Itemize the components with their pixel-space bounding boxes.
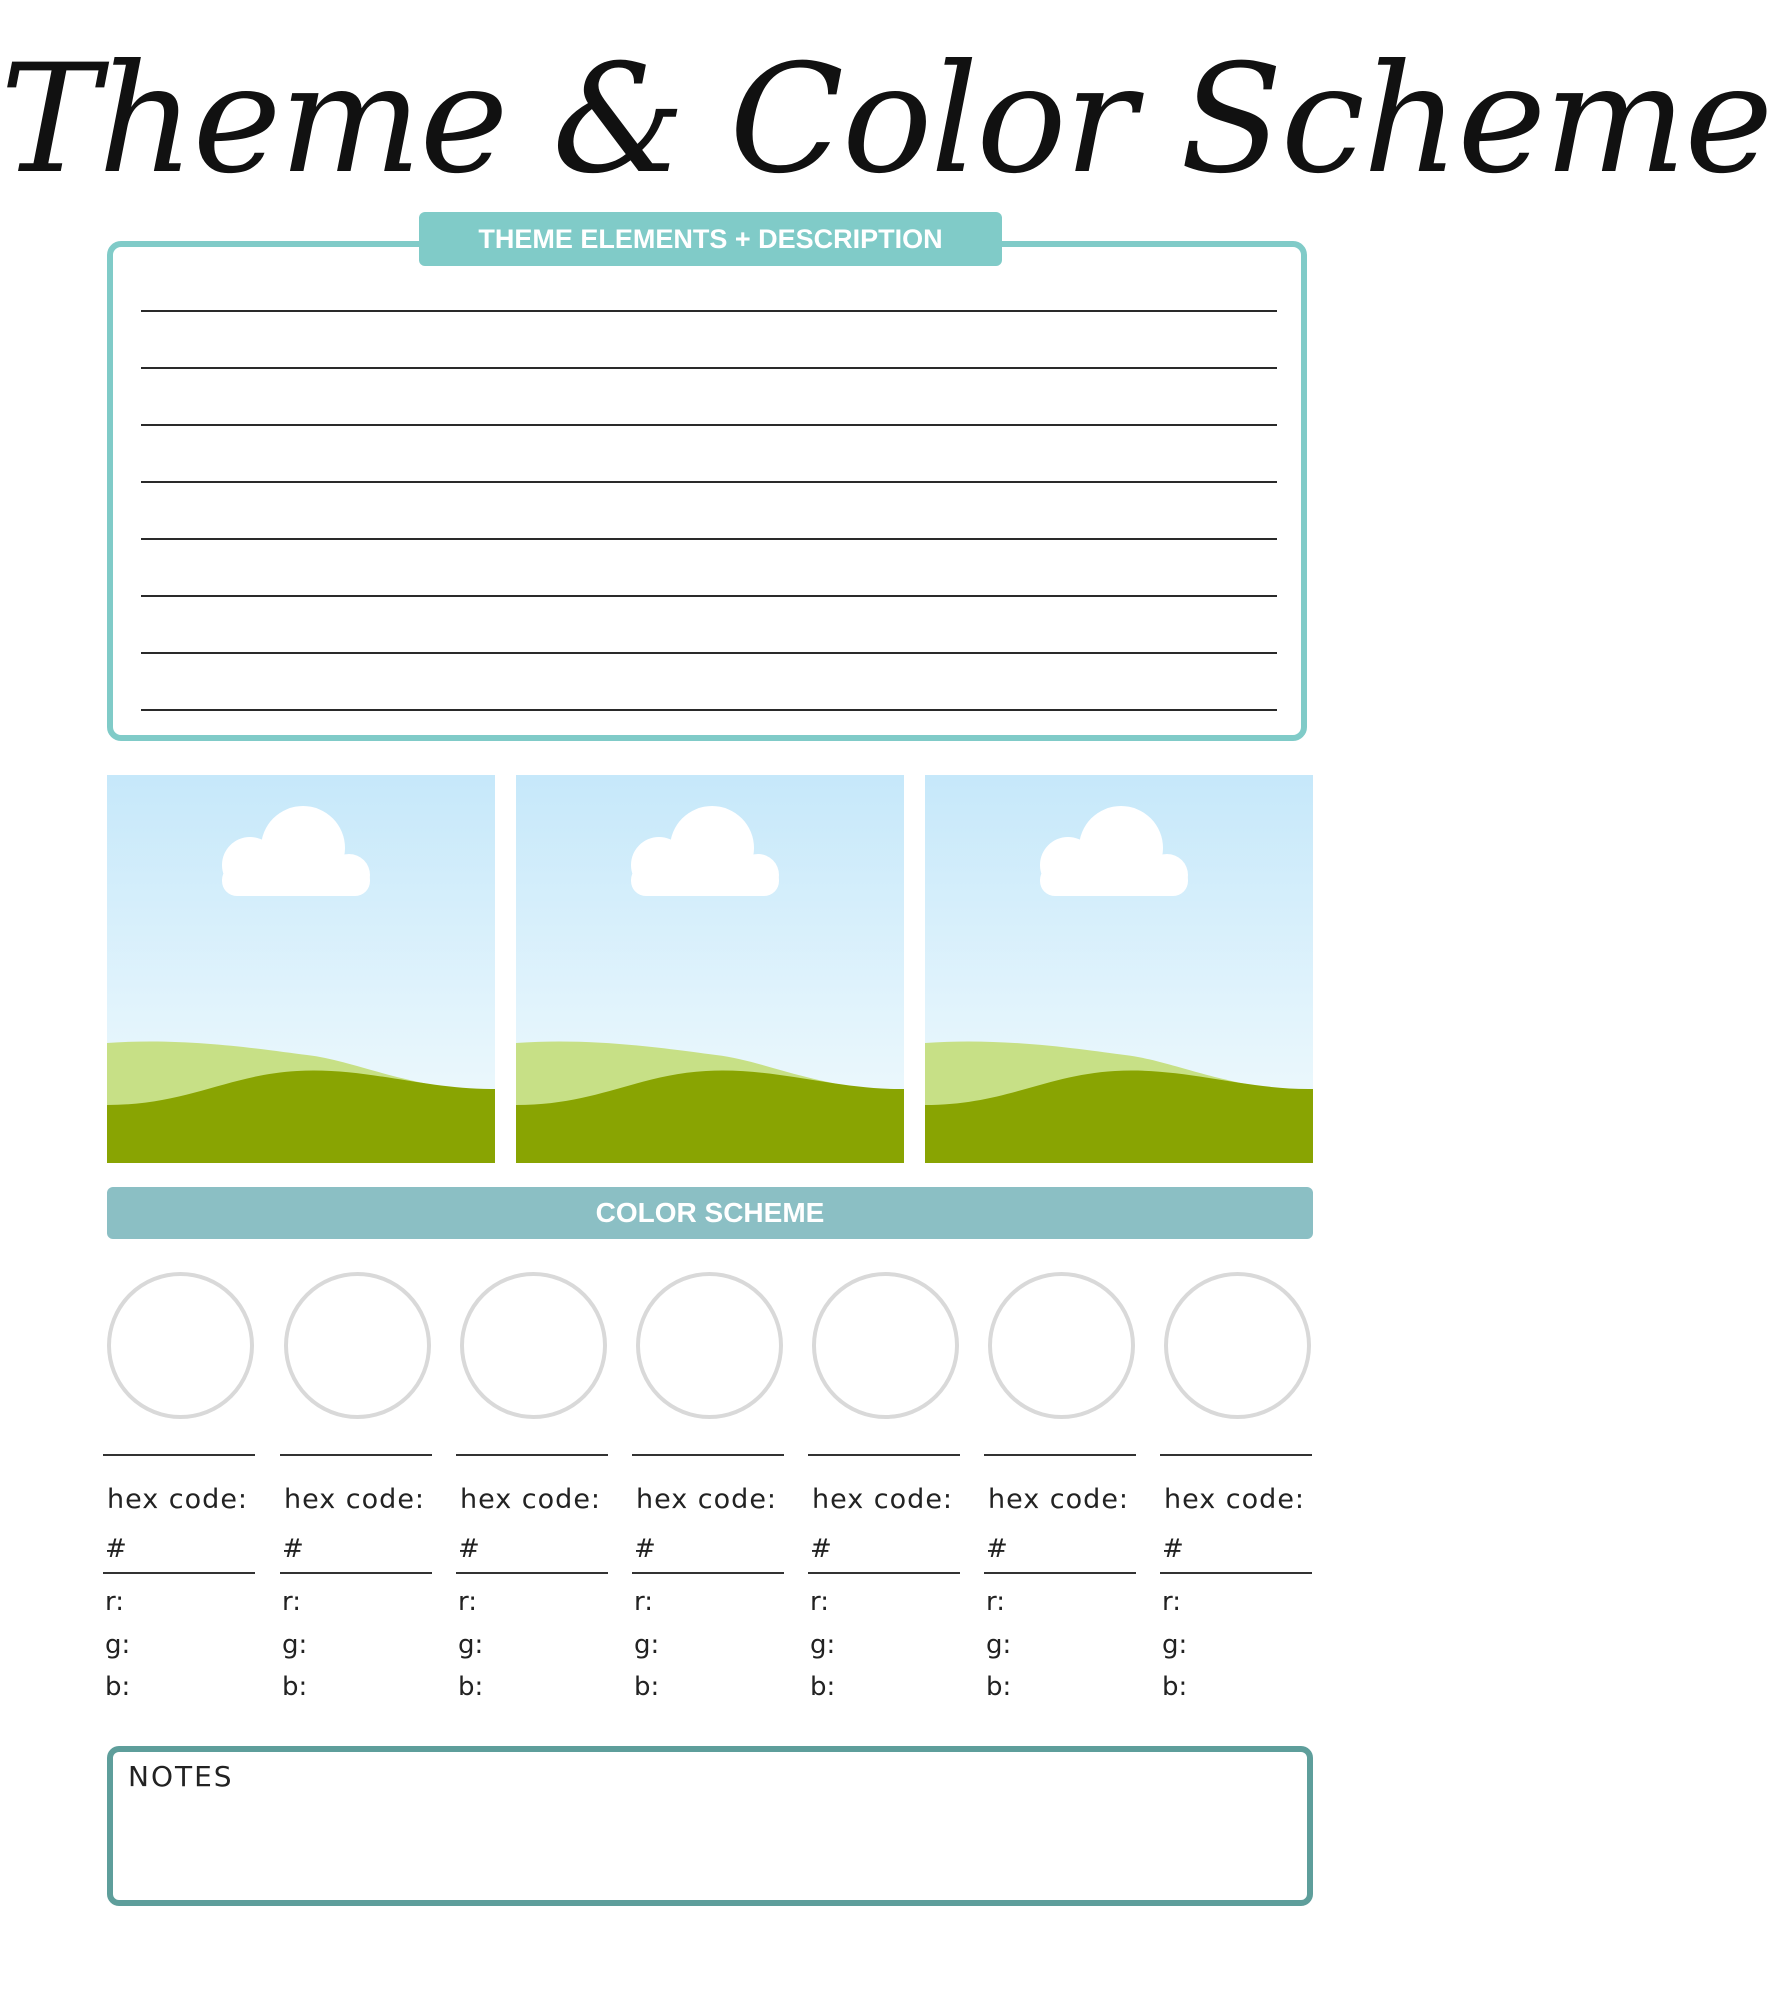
- swatch-name-line[interactable]: [456, 1454, 608, 1456]
- b-label: b:: [105, 1672, 131, 1702]
- hex-hash-symbol: #: [458, 1534, 480, 1564]
- image-placeholder-1[interactable]: [107, 775, 495, 1163]
- theme-section-label: THEME ELEMENTS + DESCRIPTION: [419, 212, 1002, 266]
- landscape-placeholder-icon: [516, 775, 904, 1163]
- page-title: Theme & Color Scheme: [0, 33, 1771, 207]
- r-label: r:: [458, 1587, 477, 1617]
- color-swatch-circle[interactable]: [460, 1272, 607, 1419]
- g-label: g:: [634, 1630, 660, 1660]
- hex-code-label: hex code:: [988, 1484, 1130, 1515]
- swatch-column-3: [460, 1272, 612, 1722]
- r-label: r:: [105, 1587, 124, 1617]
- color-scheme-label: COLOR SCHEME: [107, 1187, 1313, 1239]
- hex-hash-symbol: #: [810, 1534, 832, 1564]
- r-label: r:: [810, 1587, 829, 1617]
- g-label: g:: [282, 1630, 308, 1660]
- color-swatch-circle[interactable]: [988, 1272, 1135, 1419]
- image-placeholder-3[interactable]: [925, 775, 1313, 1163]
- r-label: r:: [282, 1587, 301, 1617]
- theme-description-box[interactable]: [107, 241, 1307, 741]
- r-label: r:: [1162, 1587, 1181, 1617]
- image-placeholder-2[interactable]: [516, 775, 904, 1163]
- writing-line[interactable]: [141, 709, 1277, 711]
- swatch-column-1: [107, 1272, 259, 1722]
- landscape-placeholder-icon: [925, 775, 1313, 1163]
- hex-code-label: hex code:: [460, 1484, 602, 1515]
- g-label: g:: [986, 1630, 1012, 1660]
- writing-line[interactable]: [141, 652, 1277, 654]
- color-swatch-circle[interactable]: [107, 1272, 254, 1419]
- hex-code-label: hex code:: [284, 1484, 426, 1515]
- hex-code-label: hex code:: [812, 1484, 954, 1515]
- writing-line[interactable]: [141, 481, 1277, 483]
- color-swatch-circle[interactable]: [812, 1272, 959, 1419]
- swatch-column-6: [988, 1272, 1140, 1722]
- hex-code-line[interactable]: [632, 1572, 784, 1574]
- swatch-name-line[interactable]: [632, 1454, 784, 1456]
- writing-line[interactable]: [141, 367, 1277, 369]
- swatch-column-5: [812, 1272, 964, 1722]
- writing-line[interactable]: [141, 595, 1277, 597]
- g-label: g:: [458, 1630, 484, 1660]
- g-label: g:: [1162, 1630, 1188, 1660]
- hex-code-label: hex code:: [107, 1484, 249, 1515]
- swatch-name-line[interactable]: [808, 1454, 960, 1456]
- b-label: b:: [282, 1672, 308, 1702]
- notes-box[interactable]: [107, 1746, 1313, 1906]
- b-label: b:: [1162, 1672, 1188, 1702]
- b-label: b:: [810, 1672, 836, 1702]
- swatch-column-4: [636, 1272, 788, 1722]
- writing-line[interactable]: [141, 310, 1277, 312]
- hex-hash-symbol: #: [105, 1534, 127, 1564]
- swatch-column-2: [284, 1272, 436, 1722]
- b-label: b:: [986, 1672, 1012, 1702]
- hex-code-line[interactable]: [103, 1572, 255, 1574]
- r-label: r:: [634, 1587, 653, 1617]
- swatch-name-line[interactable]: [103, 1454, 255, 1456]
- color-swatch-circle[interactable]: [636, 1272, 783, 1419]
- hex-code-line[interactable]: [1160, 1572, 1312, 1574]
- hex-hash-symbol: #: [282, 1534, 304, 1564]
- writing-line[interactable]: [141, 538, 1277, 540]
- writing-line[interactable]: [141, 424, 1277, 426]
- hex-code-line[interactable]: [456, 1572, 608, 1574]
- r-label: r:: [986, 1587, 1005, 1617]
- hex-code-line[interactable]: [280, 1572, 432, 1574]
- hex-code-label: hex code:: [1164, 1484, 1306, 1515]
- swatch-name-line[interactable]: [984, 1454, 1136, 1456]
- swatch-name-line[interactable]: [1160, 1454, 1312, 1456]
- swatch-column-7: [1164, 1272, 1316, 1722]
- color-swatch-circle[interactable]: [284, 1272, 431, 1419]
- b-label: b:: [458, 1672, 484, 1702]
- hex-hash-symbol: #: [986, 1534, 1008, 1564]
- hex-code-line[interactable]: [808, 1572, 960, 1574]
- swatch-name-line[interactable]: [280, 1454, 432, 1456]
- g-label: g:: [810, 1630, 836, 1660]
- landscape-placeholder-icon: [107, 775, 495, 1163]
- notes-label: NOTES: [128, 1760, 234, 1793]
- hex-code-label: hex code:: [636, 1484, 778, 1515]
- hex-hash-symbol: #: [634, 1534, 656, 1564]
- color-swatch-circle[interactable]: [1164, 1272, 1311, 1419]
- hex-code-line[interactable]: [984, 1572, 1136, 1574]
- g-label: g:: [105, 1630, 131, 1660]
- b-label: b:: [634, 1672, 660, 1702]
- hex-hash-symbol: #: [1162, 1534, 1184, 1564]
